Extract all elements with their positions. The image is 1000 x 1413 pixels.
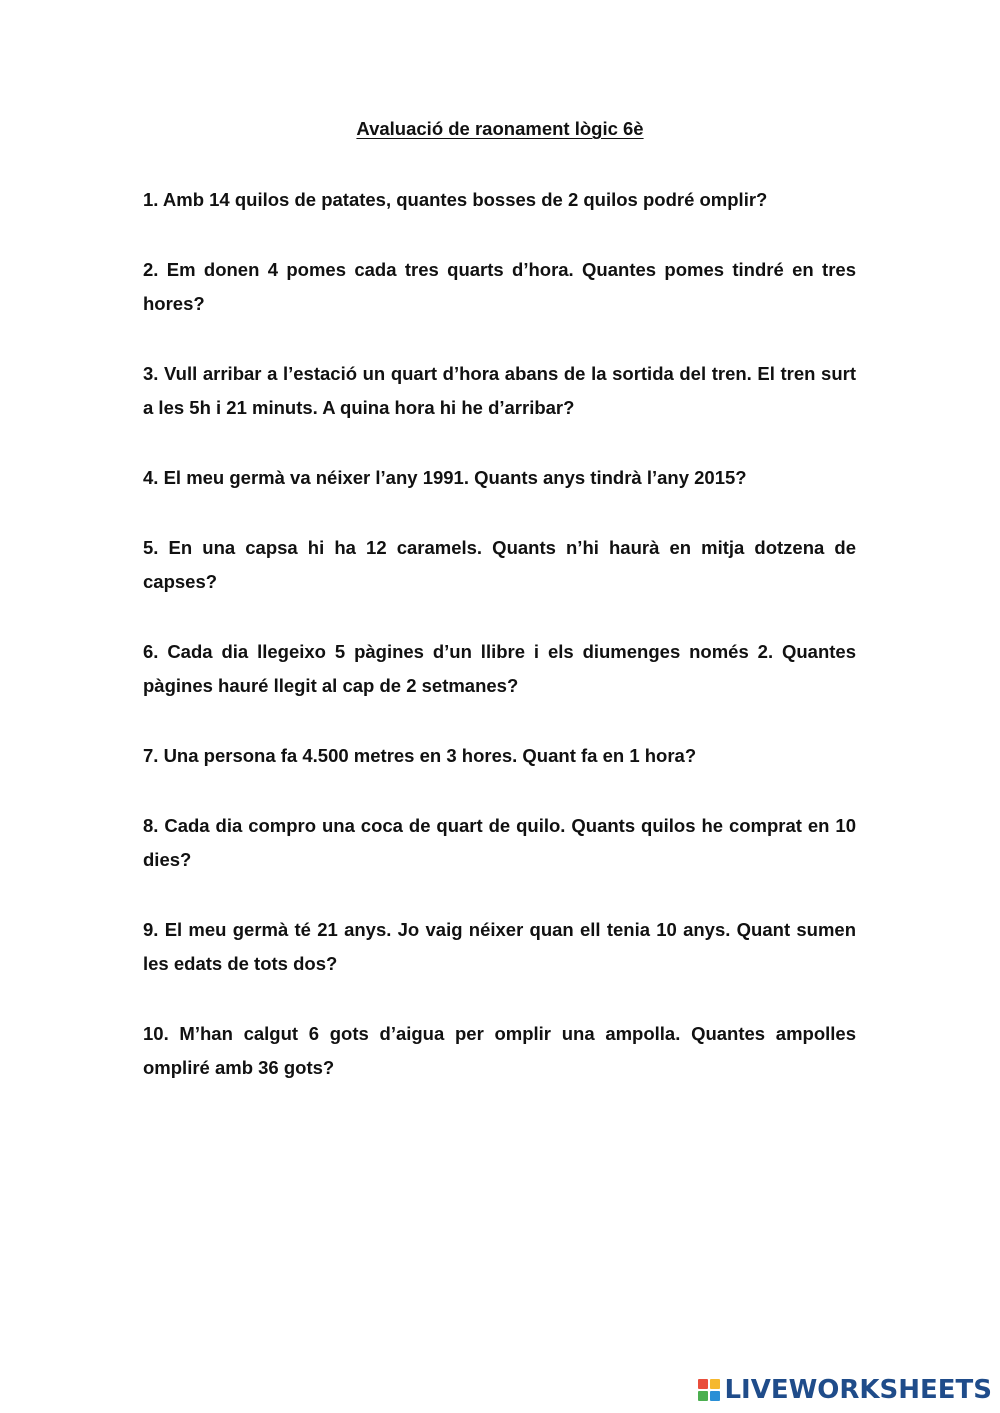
question-4: 4. El meu germà va néixer l’any 1991. Quants anys tindrà l’any 2015? [143,467,747,488]
logo-tile-1 [698,1379,708,1389]
question-10: 10. M’han calgut 6 gots d’aigua per omplir una ampolla. Quantes ampolles ompliré amb 36 gots? [143,1023,856,1078]
question-6: 6. Cada dia llegeixo 5 pàgines d’un llibre i els diumenges només 2. Quantes pàgines hauré llegit al cap de 2 setmanes? [143,641,856,696]
question-9: 9. El meu germà té 21 anys. Jo vaig néixer quan ell tenia 10 anys. Quant sumen les edats de tots dos? [143,919,856,974]
question-3: 3. Vull arribar a l’estació un quart d’hora abans de la sortida del tren. El tren surt a les 5h i 21 minuts. A quina hora hi he d’arribar? [143,363,856,418]
question-5: 5. En una capsa hi ha 12 caramels. Quants n’hi haurà en mitja dotzena de capses? [143,537,856,592]
logo-tile-3 [698,1391,708,1401]
logo-tile-2 [710,1379,720,1389]
question-2: 2. Em donen 4 pomes cada tres quarts d’hora. Quantes pomes tindré en tres hores? [143,259,856,314]
liveworksheets-logo[interactable] [698,1375,992,1405]
question-list [143,183,856,1121]
logo-tile-4 [710,1391,720,1401]
question-1: 1. Amb 14 quilos de patates, quantes bosses de 2 quilos podré omplir? [143,189,768,210]
logo-text: LIVEWORKSHEETS [724,1375,992,1405]
page-title: Avaluació de raonament lògic 6è [356,118,644,139]
question-7: 7. Una persona fa 4.500 metres en 3 hores. Quant fa en 1 hora? [143,745,697,766]
question-8: 8. Cada dia compro una coca de quart de quilo. Quants quilos he comprat en 10 dies? [143,815,856,870]
liveworksheets-logo-icon [698,1379,720,1401]
